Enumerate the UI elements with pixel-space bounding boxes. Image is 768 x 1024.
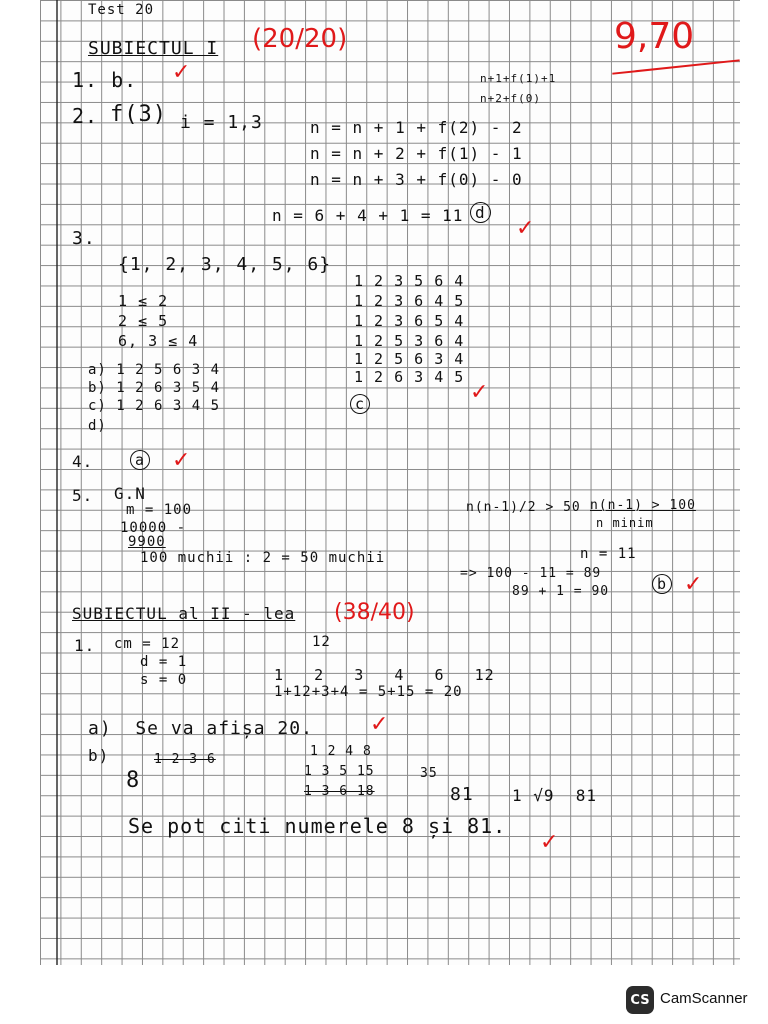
s2-q1-b-col: 1 3 6 18 — [304, 784, 375, 799]
q1-answer: 1. b. — [72, 68, 138, 92]
s2-q1-line: cm = 12 — [114, 636, 181, 652]
q5-line: 10000 - — [120, 520, 187, 536]
check-icon: ✓ — [684, 572, 703, 597]
s2-q1-label: 1. — [74, 636, 96, 655]
q3-option: b) 1 2 6 3 5 4 — [88, 380, 221, 396]
q2-index: i = 1,3 — [180, 112, 263, 133]
subject2-title: SUBIECTUL al II - lea — [72, 604, 296, 623]
q2-result: n = 6 + 4 + 1 = 11 — [272, 206, 464, 225]
s2-q1-answer-a: a) Se va afișa 20. — [88, 718, 313, 739]
q3-table-row: 1 2 5 6 3 4 — [354, 350, 465, 368]
q5-inequality: n(n-1) > 100 — [590, 498, 696, 513]
test-label: Test 20 — [88, 2, 155, 18]
check-icon: ✓ — [540, 830, 559, 855]
q5-line: 9900 — [128, 534, 166, 550]
q2-circled-answer: d — [470, 202, 491, 223]
s2-q1-b-35: 35 — [420, 766, 438, 781]
q5-line: 100 muchii : 2 = 50 muchii — [140, 550, 386, 566]
s2-q1-line: d = 1 — [140, 654, 188, 670]
q3-set: {1, 2, 3, 4, 5, 6} — [118, 254, 332, 275]
side-note: n+2+f(0) — [480, 92, 541, 105]
q3-label: 3. — [72, 228, 96, 249]
subject1-title: SUBIECTUL I — [88, 38, 219, 59]
q2-line: n = n + 2 + f(1) - 1 — [310, 144, 523, 163]
s2-q1-sum: 1+12+3+4 = 5+15 = 20 — [274, 684, 463, 700]
s2-q1-b-sqrt: 1 √9 81 — [512, 786, 598, 805]
s2-q1-n: 12 — [312, 634, 331, 650]
subject1-score: (20/20) — [252, 24, 348, 54]
q5-inequality: n(n-1)/2 > 50 — [466, 500, 581, 515]
camscanner-brand: CamScanner — [660, 990, 748, 1007]
q5-label: 5. — [72, 486, 94, 505]
check-icon: ✓ — [172, 60, 191, 85]
q5-calc: => 100 - 11 = 89 — [460, 566, 602, 581]
check-icon: ✓ — [172, 448, 191, 473]
check-icon: ✓ — [470, 380, 489, 405]
s2-q1-divisors: 1 2 3 4 6 12 — [274, 666, 495, 684]
camscanner-logo: CS — [626, 986, 654, 1014]
q2-function: f(3) — [110, 102, 167, 127]
q2-label: 2. — [72, 104, 99, 128]
q3-constraint: 2 ≤ 5 — [118, 312, 169, 330]
q4-label: 4. — [72, 452, 94, 471]
check-icon: ✓ — [516, 216, 535, 241]
s2-q1-conclusion: Se pot citi numerele 8 și 81. — [128, 814, 507, 838]
s2-q1-b-col: 1 2 4 8 — [310, 744, 372, 759]
q5-n: n = 11 — [580, 546, 637, 562]
q3-option: a) 1 2 5 6 3 4 — [88, 362, 221, 378]
s2-q1-b-label: b) — [88, 746, 110, 765]
subject2-score: (38/40) — [334, 600, 415, 625]
q5-calc: 89 + 1 = 90 — [512, 584, 610, 599]
q5-gn: G.N — [114, 484, 146, 503]
q3-table-row: 1 2 5 3 6 4 — [354, 332, 465, 350]
q3-circled-answer: c — [350, 394, 370, 414]
q2-line: n = n + 3 + f(0) - 0 — [310, 170, 523, 189]
side-note: n+1+f(1)+1 — [480, 72, 557, 85]
q2-line: n = n + 1 + f(2) - 2 — [310, 118, 523, 137]
margin-line — [56, 0, 58, 965]
q3-table-row: 1 2 3 6 4 5 — [354, 292, 465, 310]
q4-circled-answer: a — [130, 450, 150, 470]
q5-note: n minim — [596, 516, 654, 530]
s2-q1-b-col: 1 3 5 15 — [304, 764, 375, 779]
s2-q1-line: s = 0 — [140, 672, 188, 688]
q5-circled-answer: b — [652, 574, 672, 594]
s2-q1-b-seq: 1 2 3 6 — [154, 752, 216, 767]
check-icon: ✓ — [370, 712, 389, 737]
q3-constraint: 1 ≤ 2 — [118, 292, 169, 310]
s2-q1-b-8: 8 — [126, 768, 141, 793]
q3-option: d) — [88, 418, 107, 434]
q3-option: c) 1 2 6 3 4 5 — [88, 398, 221, 414]
q3-constraint: 6, 3 ≤ 4 — [118, 332, 199, 350]
q3-table-row: 1 2 3 5 6 4 — [354, 272, 465, 290]
q3-table-row: 1 2 6 3 4 5 — [354, 368, 465, 386]
q3-table-row: 1 2 3 6 5 4 — [354, 312, 465, 330]
q5-line: m = 100 — [126, 502, 193, 518]
s2-q1-b-81: 81 — [450, 784, 474, 805]
final-grade: 9,70 — [614, 16, 695, 57]
